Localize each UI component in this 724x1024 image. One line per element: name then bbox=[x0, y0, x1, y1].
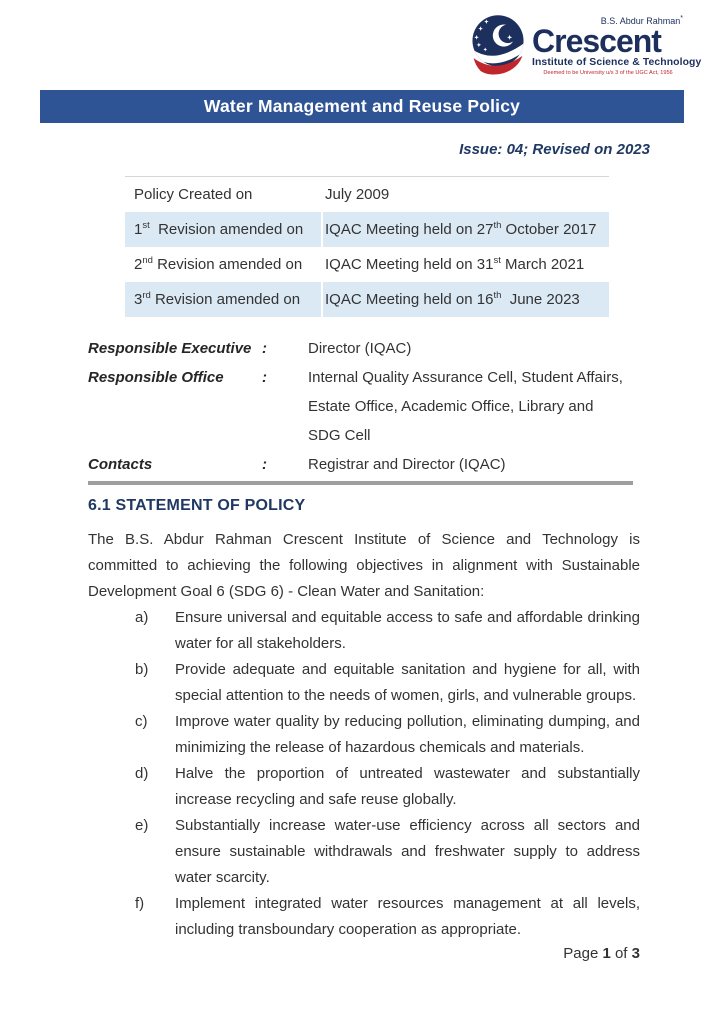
objective-marker: b) bbox=[135, 661, 149, 678]
revision-table-row bbox=[125, 177, 609, 212]
section-divider bbox=[88, 481, 633, 485]
revision-table-row bbox=[125, 212, 609, 247]
crescent-emblem-icon bbox=[469, 14, 527, 83]
responsibility-value bbox=[308, 334, 642, 363]
responsibility-label: Responsible Office bbox=[88, 369, 224, 386]
objective-marker: f) bbox=[135, 895, 145, 912]
trademark-mark: * bbox=[680, 15, 683, 22]
responsibility-separator: : bbox=[262, 369, 267, 386]
objective-marker: e) bbox=[135, 817, 149, 834]
responsibility-row bbox=[88, 334, 642, 363]
objective-marker: a) bbox=[135, 609, 149, 626]
responsibility-value bbox=[308, 363, 642, 450]
responsibility-value-line: Internal Quality Assurance Cell, Student Affairs, bbox=[308, 369, 623, 386]
revision-value-cell: IQAC Meeting held on 27th October 2017 bbox=[323, 212, 609, 247]
policy-intro-paragraph: The B.S. Abdur Rahman Crescent Institute of Science and Technology is committed to achieving the following objectives in alignment with Sustainable Development Goal 6 (SDG 6) - Clean Water and Sanitation: bbox=[88, 531, 640, 600]
brand-tagline: Deemed to be University u/s 3 of the UGC Act, 1956 bbox=[543, 70, 673, 76]
objective-item bbox=[88, 709, 640, 761]
responsibility-value-line: SDG Cell bbox=[308, 427, 371, 444]
revision-table-row bbox=[125, 247, 609, 282]
issue-revision-line: Issue: 04; Revised on 2023 bbox=[459, 141, 650, 158]
responsibility-label: Responsible Executive bbox=[88, 340, 252, 357]
objective-text: Improve water quality by reducing pollution, eliminating dumping, and minimizing the release of hazardous chemicals and materials. bbox=[175, 713, 640, 756]
policy-body bbox=[88, 527, 640, 943]
responsibility-row bbox=[88, 450, 642, 479]
responsibility-value-line: Director (IQAC) bbox=[308, 340, 412, 357]
responsibility-separator: : bbox=[262, 456, 267, 473]
responsibility-value bbox=[308, 450, 642, 479]
institution-logo bbox=[469, 14, 702, 83]
objective-text: Halve the proportion of untreated wastewater and substantially increase recycling and safe reuse globally. bbox=[175, 765, 640, 808]
revision-label-cell: Policy Created on bbox=[134, 186, 253, 203]
brand-name: Crescent bbox=[532, 23, 661, 59]
revision-value-cell: IQAC Meeting held on 16th June 2023 bbox=[323, 282, 609, 317]
section-heading: 6.1 STATEMENT OF POLICY bbox=[88, 497, 306, 514]
objective-text: Provide adequate and equitable sanitation and hygiene for all, with special attention to the needs of women, girls, and vulnerable groups. bbox=[175, 661, 640, 704]
responsibility-separator: : bbox=[262, 340, 267, 357]
revision-table bbox=[125, 176, 609, 317]
revision-label-cell: 3rd Revision amended on bbox=[125, 282, 321, 317]
objective-item bbox=[88, 813, 640, 891]
responsibility-value-line: Registrar and Director (IQAC) bbox=[308, 456, 506, 473]
objective-text: Implement integrated water resources management at all levels, including transboundary cooperation as appropriate. bbox=[175, 895, 640, 938]
brand-prefix: B.S. Abdur Rahman* bbox=[600, 15, 683, 26]
objective-text: Substantially increase water-use efficiency across all sectors and ensure sustainable withdrawals and freshwater supply to address water scarcity. bbox=[175, 817, 640, 886]
revision-value-cell: IQAC Meeting held on 31st March 2021 bbox=[325, 255, 585, 273]
responsibility-block bbox=[88, 334, 642, 479]
policy-objectives-list bbox=[88, 605, 640, 943]
revision-value-cell: July 2009 bbox=[325, 186, 390, 203]
objective-item bbox=[88, 605, 640, 657]
responsibility-value-line: Estate Office, Academic Office, Library and bbox=[308, 398, 594, 415]
brand-subtitle: Institute of Science & Technology bbox=[532, 57, 702, 68]
page-number: Page 1 of 3 bbox=[563, 945, 640, 962]
objective-marker: c) bbox=[135, 713, 148, 730]
policy-title: Water Management and Reuse Policy bbox=[203, 96, 521, 116]
objective-item bbox=[88, 761, 640, 813]
policy-title-banner bbox=[40, 90, 684, 123]
responsibility-row bbox=[88, 363, 642, 450]
objective-marker: d) bbox=[135, 765, 149, 782]
logo-text-block bbox=[532, 14, 702, 77]
objective-text: Ensure universal and equitable access to safe and affordable drinking water for all stakeholders. bbox=[175, 609, 640, 652]
revision-label-cell: 1st Revision amended on bbox=[125, 212, 321, 247]
revision-label-cell: 2nd Revision amended on bbox=[134, 255, 303, 273]
revision-table-row bbox=[125, 282, 609, 317]
objective-item bbox=[88, 891, 640, 943]
objective-item bbox=[88, 657, 640, 709]
responsibility-label: Contacts bbox=[88, 456, 153, 473]
